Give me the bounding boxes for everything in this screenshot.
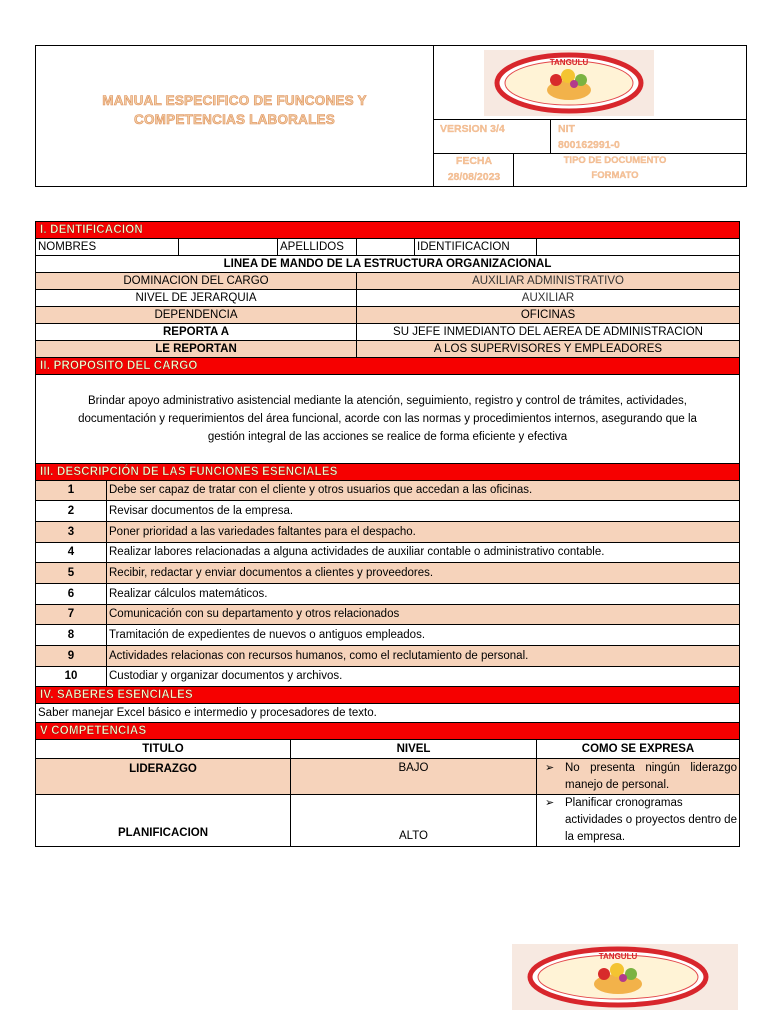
- tipo-documento-cell: [514, 154, 746, 186]
- col-expresa-header: COMO SE EXPRESA: [537, 740, 740, 759]
- tipo-documento-value: FORMATO: [591, 170, 639, 181]
- funcion-text: Poner prioridad a las variedades faltantes para el despacho.: [107, 522, 740, 543]
- row-value: AUXILIAR ADMINISTRATIVO: [357, 273, 740, 290]
- footer-logo: [512, 944, 738, 1010]
- funcion-number: 3: [36, 522, 107, 543]
- company-logo: [484, 50, 654, 116]
- funcion-text: Realizar cálculos matemáticos.: [107, 584, 740, 605]
- funcion-row: [36, 584, 740, 605]
- identificacion-value[interactable]: [537, 239, 740, 256]
- nit-label: NIT: [558, 123, 575, 135]
- funcion-number: 6: [36, 584, 107, 605]
- funcion-row: [36, 646, 740, 667]
- linea-mando-row: [36, 273, 740, 290]
- linea-mando-title: LINEA DE MANDO DE LA ESTRUCTURA ORGANIZACIONAL: [36, 256, 740, 273]
- funcion-number: 10: [36, 667, 107, 687]
- funcion-row: [36, 605, 740, 625]
- funcion-number: 8: [36, 625, 107, 646]
- competencia-titulo: PLANIFICACION: [36, 795, 291, 847]
- svg-text:TANGULU: TANGULU: [549, 58, 589, 67]
- row-value: OFICINAS: [357, 307, 740, 324]
- saberes-text: Saber manejar Excel básico e intermedio y procesadores de texto.: [36, 704, 740, 723]
- version-cell: [434, 120, 551, 154]
- row-label: DEPENDENCIA: [36, 307, 357, 324]
- competencia-expresa: [537, 759, 740, 795]
- apellidos-value[interactable]: [357, 239, 415, 256]
- document-header: [35, 45, 747, 187]
- nit-value: 800162991-0: [558, 139, 620, 151]
- competencia-expresa-item: ➢ Planificar cronogramas actividades o proyectos dentro de la empresa.: [539, 795, 737, 846]
- header-logo-cell: [434, 46, 746, 120]
- tipo-documento-label: TIPO DE DOCUMENTO: [563, 155, 667, 166]
- apellidos-label: APELLIDOS: [278, 239, 357, 256]
- col-titulo-header: TITULO: [36, 740, 291, 759]
- competencia-nivel: BAJO: [291, 759, 537, 795]
- funcion-row: [36, 625, 740, 646]
- proposito-line-3: gestión integral de las acciones se realice de forma eficiente y efectiva: [207, 431, 568, 443]
- proposito-line-1: Brindar apoyo administrativo asistencial mediante la atención, seguimiento, registro y control de trámites, actividades,: [88, 395, 687, 407]
- competencia-row: [36, 795, 740, 847]
- nombres-label: NOMBRES: [36, 239, 179, 256]
- funcion-text: Realizar labores relacionadas a alguna actividades de auxiliar contable o administrativo contable.: [107, 543, 740, 563]
- funcion-text: Custodiar y organizar documentos y archivos.: [107, 667, 740, 687]
- funcion-number: 4: [36, 543, 107, 563]
- funcion-number: 2: [36, 501, 107, 522]
- fecha-label: FECHA: [455, 155, 493, 167]
- funcion-row: [36, 667, 740, 687]
- proposito-text: [36, 375, 740, 464]
- funcion-text: Actividades relacionas con recursos humanos, como el reclutamiento de personal.: [107, 646, 740, 667]
- row-label: DOMINACION DEL CARGO: [36, 273, 357, 290]
- competencia-titulo: LIDERAZGO: [36, 759, 291, 795]
- competencia-nivel: ALTO: [291, 795, 537, 847]
- funcion-number: 5: [36, 563, 107, 584]
- row-value: A LOS SUPERVISORES Y EMPLEADORES: [357, 341, 740, 358]
- proposito-line-2: documentación y requerimientos del área funcional, acorde con las normas y procedimientos internos, asegurando que la: [78, 413, 697, 425]
- row-value: SU JEFE INMEDIANTO DEL AEREA DE ADMINISTRACION: [357, 324, 740, 341]
- identificacion-label: IDENTIFICACION: [415, 239, 537, 256]
- linea-mando-row: [36, 290, 740, 307]
- funcion-text: Revisar documentos de la empresa.: [107, 501, 740, 522]
- section-identificacion: I. DENTIFICACION: [36, 222, 740, 239]
- funcion-number: 1: [36, 481, 107, 501]
- competencias-header-row: [36, 740, 740, 759]
- nombres-value[interactable]: [179, 239, 278, 256]
- title-line-1: MANUAL ESPECIFICO DE FUNCONES Y: [102, 93, 367, 108]
- funcion-row: [36, 543, 740, 563]
- funcion-text: Recibir, redactar y enviar documentos a clientes y proveedores.: [107, 563, 740, 584]
- funcion-number: 9: [36, 646, 107, 667]
- functions-manual-table: [35, 221, 740, 847]
- competencia-expresa: [537, 795, 740, 847]
- row-value: AUXILIAR: [357, 290, 740, 307]
- section-competencias: V COMPETENCIAS: [36, 723, 740, 740]
- funcion-row: [36, 563, 740, 584]
- header-title-cell: [36, 46, 434, 186]
- funcion-text: Debe ser capaz de tratar con el cliente y otros usuarios que accedan a las oficinas.: [107, 481, 740, 501]
- row-label: LE REPORTAN: [36, 341, 357, 358]
- funcion-number: 7: [36, 605, 107, 625]
- fecha-cell: [434, 154, 514, 186]
- funcion-text: Tramitación de expedientes de nuevos o antiguos empleados.: [107, 625, 740, 646]
- version-text: VERSION 3/4: [440, 123, 505, 135]
- document-title: [102, 91, 366, 129]
- nit-cell: [551, 120, 746, 154]
- fecha-value: 28/08/2023: [447, 171, 501, 183]
- svg-text:TANGULU: TANGULU: [598, 952, 638, 961]
- linea-mando-row: [36, 324, 740, 341]
- linea-mando-row: [36, 341, 740, 358]
- funcion-row: [36, 501, 740, 522]
- competencia-row: [36, 759, 740, 795]
- col-nivel-header: NIVEL: [291, 740, 537, 759]
- section-saberes: IV. SABERES ESENCIALES: [36, 687, 740, 704]
- funcion-row: [36, 522, 740, 543]
- funcion-row: [36, 481, 740, 501]
- competencia-expresa-item: ➢ No presenta ningún liderazgo manejo de personal.: [539, 760, 737, 794]
- section-proposito: II. PROPOSITO DEL CARGO: [36, 358, 740, 375]
- row-label: NIVEL DE JERARQUIA: [36, 290, 357, 307]
- funcion-text: Comunicación con su departamento y otros relacionados: [107, 605, 740, 625]
- title-line-2: COMPETENCIAS LABORALES: [134, 112, 335, 127]
- section-funciones: III. DESCRIPCIÓN DE LAS FUNCIONES ESENCIALES: [36, 464, 740, 481]
- linea-mando-row: [36, 307, 740, 324]
- row-label: REPORTA A: [36, 324, 357, 341]
